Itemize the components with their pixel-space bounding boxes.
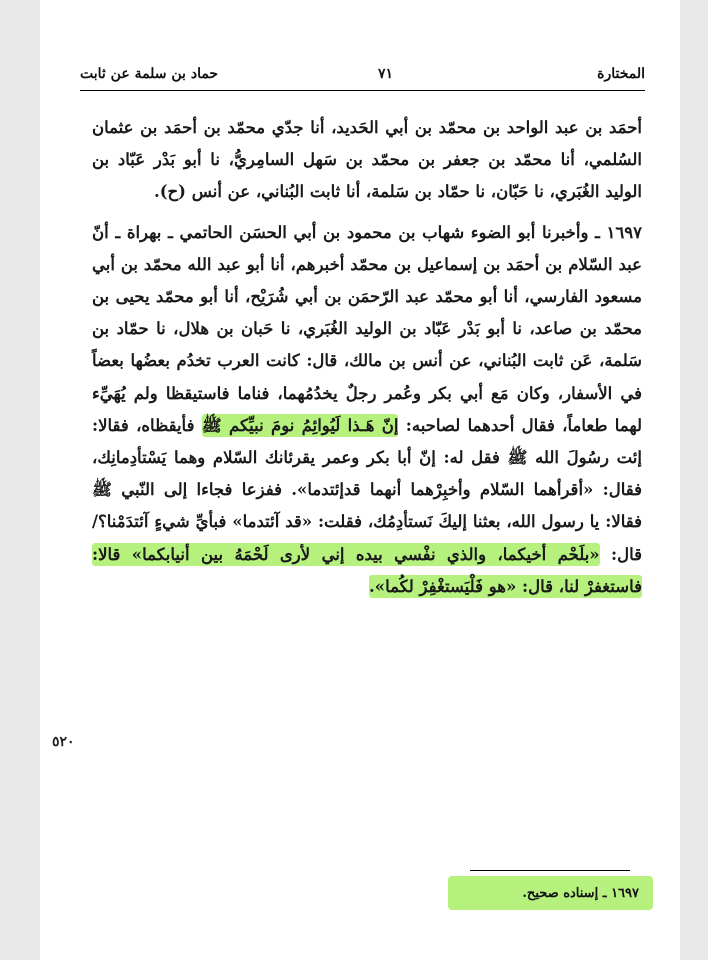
section-title: حماد بن سلمة عن ثابت <box>80 66 219 82</box>
margin-reference-number: ٥٢٠ <box>52 734 75 750</box>
page-header <box>80 62 645 91</box>
footnote-divider <box>470 870 630 871</box>
isnad-paragraph: أحمَد بن عبد الواحد بن محمّد بن أبي الحَديد، أنا جدّي محمّد بن أحمَد بن عثمان السُلمي، أنا محمّد بن جعفر بن محمّد بن سَهل السامِريُّ، نا أبو بَدْر عَبّاد بن الوليد الغُبَري، نا حَبّان، نا حمّاد بن سَلمة، أنا ثابت البُناني، عن أنس (ح). <box>92 118 642 202</box>
hadith-text-part-2: فأيقظاه، فقالا: إئت رسُولَ الله ﷺ فقل له: إنّ أبا بكر وعمر يقرئانك السّلام وهما يَسْتأدِمانِك، فقال: «أقرأهما السّلام وأخبِرْهما أنهما قدإئتدما». ففزعا فجاءا إلى النّبي ﷺ فقالا: يا رسول الله، بعثنا إليكَ نَستأدِمُك، فقلت: «قد آئتدما» فبأيِّ شيءٍ آئتدَمْنا؟/ قال: <box>92 415 642 564</box>
page-number: ٧١ <box>377 66 393 82</box>
main-text <box>92 112 642 603</box>
highlighted-quote-2: «بلَحْم أخيكما، والذي نفْسي بيده إني لأرى لَحْمَهُ بين أنيابكما» قالا: فاستغفرْ لنا، قال: «هو فَلْيَستغْفِرْ لكُما». <box>92 544 642 596</box>
highlighted-quote-1: إنّ هَـذا لَيُوائِمُ نومَ نبيِّكم ﷺ <box>201 415 399 435</box>
hadith-1697-paragraph <box>92 217 642 603</box>
footnote-text: ١٦٩٧ ـ إسناده صحيح. <box>522 885 639 901</box>
book-title: المختارة <box>597 66 645 82</box>
hadith-text-part-1: ١٦٩٧ ـ وأخبرنا أبو الضوء شهاب بن محمود بن أبي الحسَن الحاتمي ـ بهراة ـ أنّ عبد السّلام بن أحمَد بن إسماعيل بن محمّد أخبرهم، أنا أبو عبد الله محمّد بن أبي مسعود الفارسي، أنا أبو محمّد عبد الرّحمَن بن أبي شُرَيْح، أنا أبو محمّد يحيى بن محمّد بن صاعد، نا أبو بَدْر عَبّاد بن الوليد الغُبَري، نا حَبان بن هلال، نا حمّاد بن سَلمة، عَن ثابت البُناني، عن أنس بن مالك، قال: كانت العرب تخدُم بعضُها بعضاً في الأسفار، وكان مَع أبي بكر وعُمر رجلٌ يخدُمُهما، فناما فاستيقظا ولم يُهَيِّء لهما طعاماً، فقال أحدهما لصاحبه: <box>92 222 642 435</box>
footnote <box>448 876 653 910</box>
